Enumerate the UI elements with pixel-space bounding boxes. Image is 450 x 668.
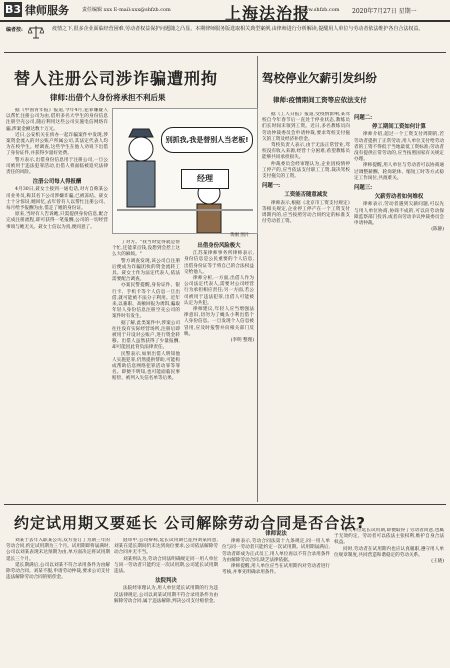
paragraph: 法院经审理认为,用人单位延长试用期的行为违反法律规定,公司以刘某试用期不符合录用条件为由解除劳动合同,属于违法解除,判决公司支付赔偿金。 (114, 586, 218, 604)
article3-headline: 约定试用期又要延长 公司解除劳动合同是否合法? (14, 514, 366, 532)
paragraph: 律师分析,一方面,出借人作为公司法定代表人,需要对公司经营行为承担相应责任;另一方面,若公司被用于违法犯罪,出借人可能被认定为共犯。 (184, 276, 254, 306)
paragraph: 律师提醒,用人单位与劳动者可以协商通过调整薪酬、轮岗轮休、缩短工时等方式稳定工作岗位,共渡难关。 (354, 163, 444, 181)
article3-subheading: 律师说法 (265, 531, 287, 537)
article2-subheading: 工资能否随意减发 (284, 192, 328, 199)
paragraph: 用人单位延长试用期,即便取得了劳动者同意,也属于无效约定。劳动者可以依法主张权利,维护自身合法权益。 (334, 528, 444, 546)
paragraph: 庭审中,公司辩称,延长试用期已征得刘某同意,刘某在延长期间仍未达到岗位要求,公司依法解除劳动合同并无不当。 (114, 538, 218, 556)
article2-column-1 (262, 112, 350, 502)
newspaper-masthead: 上海法治报 (225, 4, 311, 23)
paragraph: 警方表示,出借身份信息用于注册公司,一旦公司被用于违法犯罪活动,出借人将面临被追究法律责任的风险。 (6, 157, 108, 176)
paragraph: 警方调查发现,该公司自注册后便成为诈骗团伙的资金流转工具。聂女士作为法定代表人,依法需要配合调查。 (112, 258, 180, 283)
issue-date: 2020年7月27日 星期一 (352, 8, 417, 15)
paragraph: 律师表示,劳动合同法第十九条规定,同一用人单位与同一劳动者只能约定一次试用期。试用期届满后,劳动者即成为正式员工,用人单位再以不符合录用条件为由解除劳动合同,缺乏法律依据。 (222, 539, 330, 563)
paragraph: 律师建议,年轻人应当增强法律意识,切勿为了蝇头小利出借个人身份信息。一旦发现个人信息被冒用,应及时报警并向相关部门反映。 (184, 307, 254, 337)
article2-subheading: 欠薪劳动者如何维权 (374, 194, 424, 201)
paragraph: 同时,劳动者在试用期内也应认真履职,遵守用人单位规章制度,共同营造和谐稳定的劳动关系。 (334, 546, 444, 558)
article3-subheading: 法院判决 (155, 578, 177, 585)
illustration-cartoon (112, 108, 258, 234)
speech-bubble: 别抓我,我是替别人当老板! (161, 127, 253, 153)
article2-byline: (陈静) (431, 227, 444, 233)
article1-column-2 (112, 240, 180, 502)
article1-subheadline: 律师:出借个人身份将承担不利后果 (50, 93, 166, 102)
paragraph: 办案民警提醒,身份证件、银行卡、手机卡等个人信息一旦出借,就可能被不法分子利用。近年来,以兼职、高额回报为诱饵,骗取年轻人身份信息注册空壳公司的案件时有发生。 (112, 283, 180, 320)
paragraph: 了对方。"我当时觉得就是帮个忙,还能拿点钱,没想到会惹上这么大的麻烦。" (112, 240, 180, 258)
newspaper-url: www.shfzb.com (300, 7, 340, 13)
page-header (0, 0, 450, 22)
article1-subheading: 出借身份风险极大 (197, 243, 241, 249)
paragraph: 近日,公安机关在侦办一起诈骗案件中发现,涉案资金流入的对公账户所属公司,其法定代表人均为在校学生。经调查,这些学生在他人劝说下出借了身份证件,并获得少量好处费。 (6, 132, 108, 157)
paragraph: 据《工人日报》报道,受疫情影响,某驾校自今年春节后一直处于停业状态,教练员们长时间未领到工资。近日,多名教练员向劳动仲裁委员会申请仲裁,要求驾校支付拖欠的工资及经济补偿金。 (262, 112, 350, 142)
page-number-badge: B3 (4, 3, 22, 16)
paragraph: 仲裁委员会经审理认为,企业因疫情停工停产的,应当依法支付职工工资,裁决驾校支付拖欠的工资。 (262, 161, 350, 180)
article2-subheadline: 律师:疫情期间工资等应依法支付 (273, 96, 367, 104)
illustration-credit: 黄刚 图片 (230, 233, 250, 238)
paragraph: 驾校负责人表示,由于无法正常营业,驾校没有收入来源,经营十分困难,希望教练员能够共同承担损失。 (262, 143, 350, 161)
editor-contact: 责任编辑 xxx E-mail:xxx@shfzb.com (82, 7, 171, 13)
paragraph: 律师介绍,超过一个工资支付周期的,若劳动者提供了正常劳动,用人单位支付给劳动者的工资不得低于当地最低工资标准;劳动者没有提供正常劳动的,应当按照国家有关规定办理。 (354, 132, 444, 163)
article1-headline: 替人注册公司涉诈骗遭刑拘 (14, 69, 219, 88)
article3-column-2 (114, 538, 218, 664)
article3-column-4 (334, 528, 444, 664)
article1-column-3 (184, 240, 254, 502)
paragraph: 延长期满后,公司以刘某不符合录用条件为由解除劳动合同。刘某不服,申请劳动仲裁,要求公司支付违法解除劳动合同的赔偿金。 (6, 562, 110, 581)
article3-byline: (王晓) (431, 559, 444, 565)
article2-subheading: 停工期间工资如何计算 (372, 124, 426, 131)
article2-column-2 (354, 112, 444, 502)
scales-of-justice-icon (28, 25, 44, 39)
paragraph: 原来,当时有人告诉她,只需提供身份信息,配合完成注册流程,即可获得一笔报酬,公司的一切经营事项与她无关。聂女士信以为真,便同意了。 (6, 212, 108, 230)
paragraph: 刘某则认为,劳动合同法明确规定同一用人单位与同一劳动者只能约定一次试用期,公司延长试用期违法。 (114, 556, 218, 575)
article1-byline: (李明 整理) (230, 338, 254, 344)
paragraph: 据了解,此类案件中,涉案公司往往没有实际经营场所,注册后即被用于开设对公账户,进行资金转移。出借人虽然获得了少量报酬,却可能因此背负法律责任。 (112, 320, 180, 351)
paragraph: 律师表示,劳动者遇到欠薪问题,可以先与用人单位协商,协商不成的,可以向劳动保障监察部门投诉,或者向劳动争议仲裁委员会申请仲裁。 (354, 202, 444, 227)
paragraph: 民警表示,如果出借人明知他人实施犯罪,仍然提供帮助,可能构成帮助信息网络犯罪活动罪等罪名。即便不明知,也可能面临民事赔偿、被列入失信名单等后果。 (112, 351, 180, 382)
article1-column-1 (6, 108, 108, 500)
editor-note-label: 编者按: (6, 27, 23, 33)
article2-question-label: 问题三: (354, 185, 373, 192)
editor-note-text: 疫情之下,很多企业面临经营困难,劳动者权益保护问题随之凸显。本期律师服务版选取相关典型案例,由律师进行分析解读,提醒用人单位与劳动者依法维护各自合法权益。 (52, 26, 424, 32)
manager-sign: 经理 (181, 169, 229, 189)
paragraph: 据《中国青年报》报道,今年4月,犯罪嫌疑人以帮忙注册公司为由,借用多名大学生的身份信息注册空壳公司,随后利用这些公司实施电信网络诈骗,涉案金额达数十万元。 (6, 108, 108, 132)
article3-column-1 (6, 538, 110, 664)
article3-column-3 (222, 528, 330, 664)
article2-question-label: 问题一: (262, 183, 281, 190)
section-title: 律师服务 (25, 4, 69, 17)
article1-subheading: 注册公司每人得报酬 (32, 179, 82, 186)
article2-question-label: 问题二: (354, 115, 373, 121)
section-divider (4, 504, 446, 505)
paragraph: 律师表示,根据《北京市工资支付规定》等相关规定,企业停工停产在一个工资支付周期内的,应当按照劳动合同约定的标准支付劳动者工资。 (262, 200, 350, 225)
section-divider (4, 52, 446, 53)
paragraph: 律师提醒,用人单位应当在试用期内对劳动者进行考核,并事先明确录用条件。 (222, 564, 330, 576)
paragraph: 江苏某律师事务所律师表示,身份信息是公民重要的个人信息,出借身份证等于将自己的合法权益交给他人。 (184, 251, 254, 275)
article2-headline: 驾校停业欠薪引发纠纷 (262, 71, 377, 85)
paragraph: 刘某于去年入职某公司,双方签订了为期三年的劳动合同,约定试用期为三个月。试用期即将届满时,公司以刘某表现未达预期为由,单方面决定将试用期延长三个月。 (6, 538, 110, 562)
paragraph: 4月30日,聂女士接到一通电话,对方自称某公司业务员,称其名下公司涉嫌诈骗,已被冻结。聂女士十分惊讶,她回忆,去年曾有人以帮忙注册公司、每月给予报酬为由,借走了她的身份证。 (6, 187, 108, 212)
